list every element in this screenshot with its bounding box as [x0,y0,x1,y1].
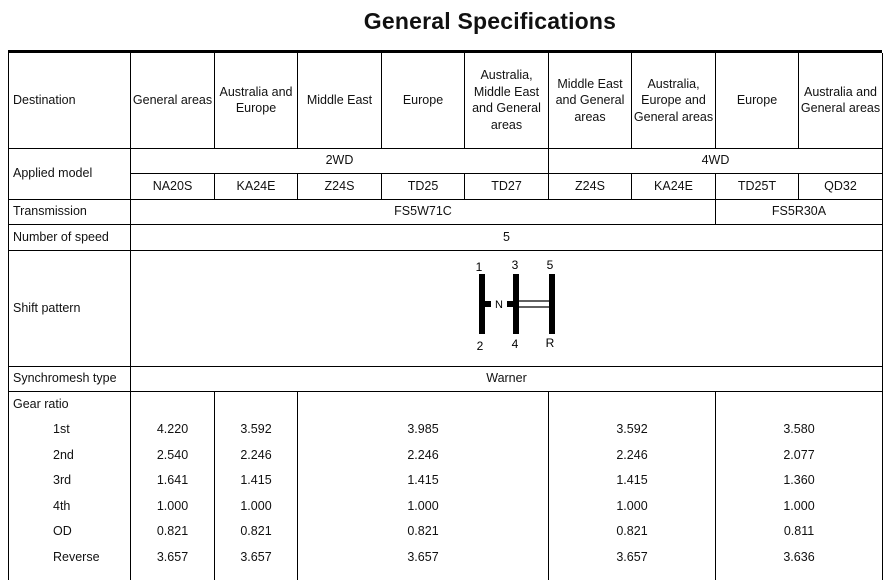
drive-row [9,148,883,173]
shift-gear-3-label: 3 [511,260,518,272]
ratio-cell: 3.657 [298,544,549,570]
ratio-cell: 1.000 [716,493,883,519]
transmission-row [9,199,883,224]
shift-gear-4-label: 4 [511,337,518,351]
ratio-cell: 3.592 [215,417,298,442]
ratio-cell: 1.360 [716,468,883,493]
destination-cell: Australia and General areas [799,53,883,148]
destination-label: Destination [9,53,131,148]
shift-pattern-diagram [457,260,557,356]
destination-cell: General areas [131,53,215,148]
ratio-cell: 3.580 [716,417,883,442]
ratio-cell: 1.000 [215,493,298,519]
destination-row [9,53,883,148]
model-cell: KA24E [632,173,716,199]
gear-name: Reverse [9,544,131,570]
shift-gear-5-label: 5 [546,260,553,272]
applied-model-label: Applied model [9,148,131,199]
synchromesh-value: Warner [131,366,883,391]
drive-4wd-cell: 4WD [549,148,883,173]
transmission-value-a: FS5W71C [131,199,716,224]
ratio-cell: 1.641 [131,468,215,493]
gear-ratio-row [9,417,883,442]
gear-ratio-label: Gear ratio [9,391,131,417]
ratio-cell: 0.821 [549,519,716,544]
ratio-cell: 2.077 [716,442,883,468]
model-cell: NA20S [131,173,215,199]
gear-name: 2nd [9,442,131,468]
shift-gear-r-label: R [545,336,554,350]
destination-cell: Middle East and General areas [549,53,632,148]
spec-table [8,53,883,580]
model-cell: TD27 [465,173,549,199]
synchromesh-row [9,366,883,391]
shift-neutral-bar-mid [507,301,519,307]
gear-name: OD [9,519,131,544]
ratio-cell: 3.985 [298,417,549,442]
ratio-cell: 1.000 [131,493,215,519]
shift-gear-1-label: 1 [475,260,482,274]
destination-cell: Middle East [298,53,382,148]
page-title: General Specifications [363,8,617,34]
ratio-cell: 2.246 [298,442,549,468]
ratio-cell: 2.246 [215,442,298,468]
shift-pattern-cell [131,250,883,366]
shift-pattern-row [9,250,883,366]
speed-value: 5 [131,224,883,250]
shift-pattern-label: Shift pattern [9,250,131,366]
transmission-value-b: FS5R30A [716,199,883,224]
ratio-cell: 1.415 [298,468,549,493]
drive-2wd-cell: 2WD [131,148,549,173]
model-cell: Z24S [298,173,382,199]
gear-ratio-row [9,544,883,570]
model-cell: QD32 [799,173,883,199]
transmission-label: Transmission [9,199,131,224]
speed-label: Number of speed [9,224,131,250]
ratio-cell: 3.657 [549,544,716,570]
gear-ratio-header-row [9,391,883,417]
synchromesh-label: Synchromesh type [9,366,131,391]
model-cell: KA24E [215,173,298,199]
destination-cell: Australia and Europe [215,53,298,148]
ratio-cell: 2.246 [549,442,716,468]
ratio-cell: 4.220 [131,417,215,442]
ratio-cell: 1.415 [215,468,298,493]
destination-cell: Europe [716,53,799,148]
ratio-cell: 0.821 [215,519,298,544]
model-cell: TD25 [382,173,465,199]
ratio-cell: 0.811 [716,519,883,544]
gear-ratio-row [9,493,883,519]
ratio-cell: 2.540 [131,442,215,468]
gear-ratio-row [9,442,883,468]
gear-name: 4th [9,493,131,519]
model-row [9,173,883,199]
ratio-cell: 3.592 [549,417,716,442]
shift-neutral-label: N [494,299,503,311]
ratio-cell: 3.657 [131,544,215,570]
shift-gear-2-label: 2 [476,339,483,353]
model-cell: Z24S [549,173,632,199]
ratio-cell: 0.821 [131,519,215,544]
gear-ratio-row [9,468,883,493]
ratio-cell: 3.636 [716,544,883,570]
speed-row [9,224,883,250]
destination-cell: Australia, Middle East and General areas [465,53,549,148]
model-cell: TD25T [716,173,799,199]
destination-cell: Europe [382,53,465,148]
gear-ratio-row [9,519,883,544]
destination-cell: Australia, Europe and General areas [632,53,716,148]
shift-neutral-bar-left [479,301,491,307]
ratio-cell: 0.821 [298,519,549,544]
ratio-cell: 1.415 [549,468,716,493]
gear-name: 1st [9,417,131,442]
ratio-cell: 1.000 [549,493,716,519]
ratio-cell: 3.657 [215,544,298,570]
ratio-cell: 1.000 [298,493,549,519]
gear-name: 3rd [9,468,131,493]
shift-gate-right [549,274,555,334]
